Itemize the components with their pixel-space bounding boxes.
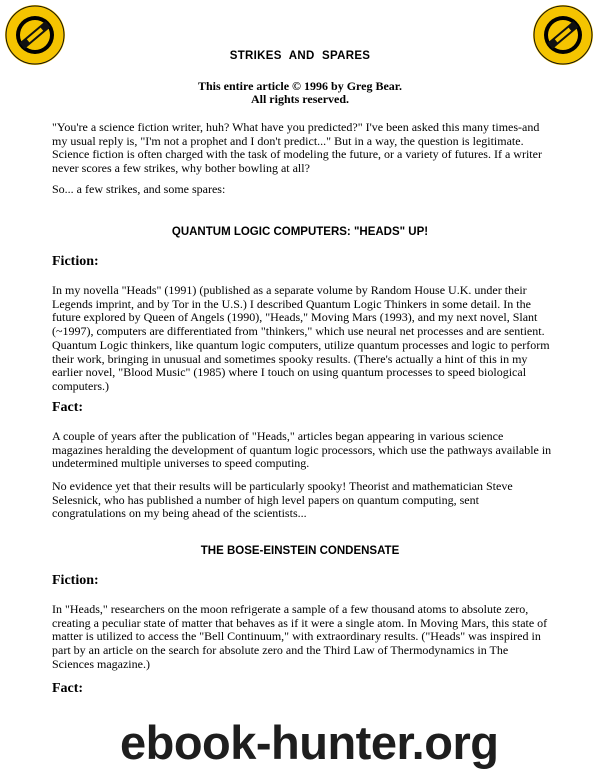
copyright-notice: [0, 80, 600, 106]
section-title-bose-einstein: THE BOSE-EINSTEIN CONDENSATE: [200, 545, 400, 557]
fact-paragraph: A couple of years after the publication of "Heads," articles began appearing in various science magazines heralding the development of quantum logic processors, which use the pathways available in undetermined multiple universes to speed computing.: [52, 429, 552, 471]
fact-paragraph-2: No evidence yet that their results will be particularly spooky! Theorist and mathematician Steve Selesnick, who has published a number of high level papers on quantum computing, sent congratulations on my being ahead of the scientists...: [52, 479, 513, 521]
copyright-line: This entire article © 1996 by Greg Bear.: [197, 79, 403, 93]
rights-line: All rights reserved.: [250, 92, 350, 106]
section-title-quantum: QUANTUM LOGIC COMPUTERS: "HEADS" UP!: [171, 226, 429, 238]
intro-paragraph-2: So... a few strikes, and some spares:: [52, 182, 226, 196]
fact-label: Fact:: [52, 681, 84, 696]
fiction-paragraph: In "Heads," researchers on the moon refrigerate a sample of a few thousand atoms to absolute zero, creating a peculiar state of matter that behaves as if it were a single atom. In Moving Mars, this state of matter is utilized to access the "Bell Continuum," with extraordinary results. ("Heads" was inspired in part by an article on the search for absolute zero and the Third Law of Thermodynamics in The Sciences magazine.): [52, 602, 548, 671]
intro-paragraph: "You're a science fiction writer, huh? What have you predicted?" I've been asked this many times-and my usual reply is, "I'm not a prophet and I don't predict..." But in a way, the question is legitimate. Science fiction is often charged with the task of modeling the future, or a variety of futures. If a writer never scores a few strikes, why bother bowling at all?: [52, 120, 542, 176]
fact-label: Fact:: [52, 400, 84, 415]
watermark-logo: ebook-hunter.org: [120, 716, 499, 769]
fiction-label: Fiction:: [52, 573, 99, 588]
fiction-label: Fiction:: [52, 254, 99, 269]
fiction-paragraph: In my novella "Heads" (1991) (published as a separate volume by Random House U.K. under their Legends imprint, and by Tor in the U.S.) I described Quantum Logic Thinkers in some detail. In the future explored by Queen of Angels (1990), "Heads," Moving Mars (1993), and my next novel, Slant (~1997), computers are differentiated from "thinkers," which use neural net processes and are sentient. Quantum Logic thinkers, like quantum logic computers, utilize quantum processes and logic to perform their work, bringing in unusual and sometimes spooky results. (There's actually a hint of this in my earlier novel, "Blood Music" (1985) where I touch on using quantum processes to speed biological computers.): [52, 283, 550, 393]
article-title: STRIKES AND SPARES: [229, 50, 371, 62]
